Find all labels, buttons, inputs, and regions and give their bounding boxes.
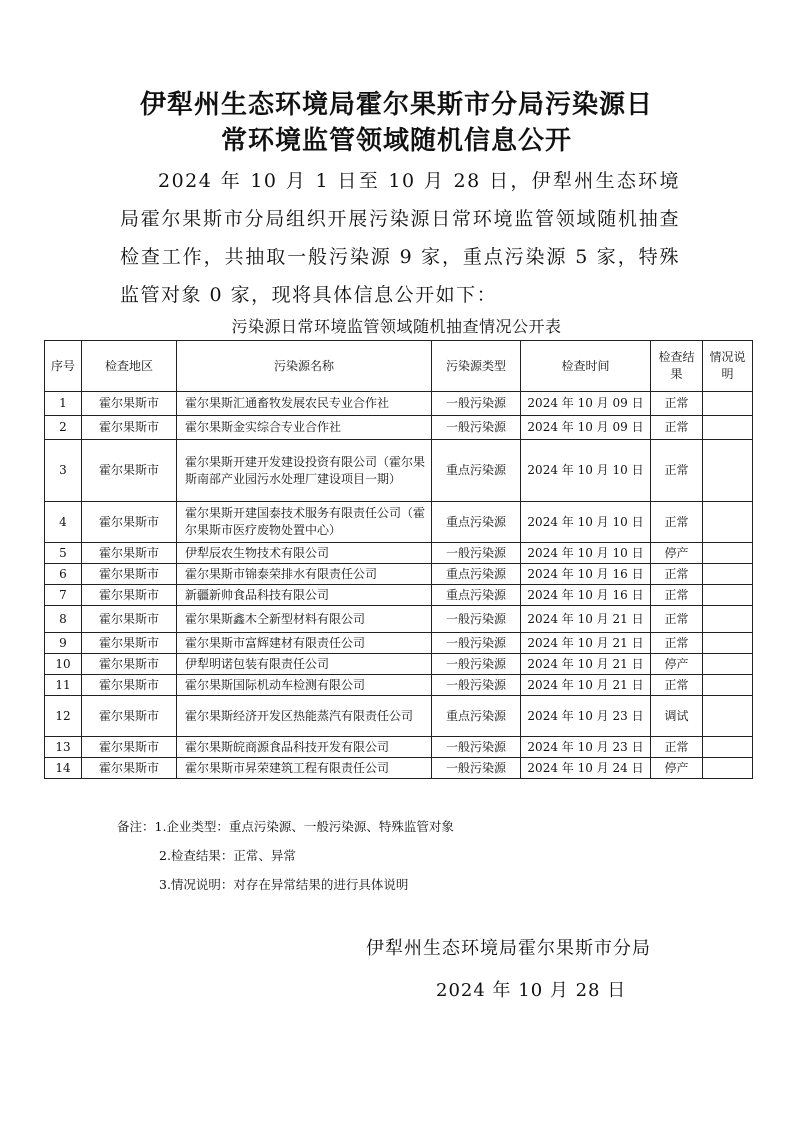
cell-area: 霍尔果斯市 bbox=[82, 564, 177, 585]
cell-type: 一般污染源 bbox=[432, 675, 521, 696]
cell-name: 霍尔果斯市昇荣建筑工程有限责任公司 bbox=[177, 758, 432, 779]
header-result: 检查结果 bbox=[651, 341, 703, 392]
header-type: 污染源类型 bbox=[432, 341, 521, 392]
header-no: 序号 bbox=[45, 341, 82, 392]
cell-note bbox=[703, 543, 753, 564]
cell-date: 2024 年 10 月 21 日 bbox=[521, 654, 651, 675]
cell-note bbox=[703, 633, 753, 654]
cell-name: 霍尔果斯市锦泰荣排水有限责任公司 bbox=[177, 564, 432, 585]
table-row bbox=[45, 696, 753, 737]
table-row bbox=[45, 633, 753, 654]
cell-no: 12 bbox=[45, 696, 82, 737]
header-note: 情况说明 bbox=[703, 341, 753, 392]
cell-area: 霍尔果斯市 bbox=[82, 675, 177, 696]
cell-note bbox=[703, 606, 753, 633]
header-date: 检查时间 bbox=[521, 341, 651, 392]
signature-org: 伊犁州生态环境局霍尔果斯市分局 bbox=[366, 938, 651, 959]
table-row bbox=[45, 758, 753, 779]
cell-type: 一般污染源 bbox=[432, 654, 521, 675]
table-row bbox=[45, 675, 753, 696]
cell-date: 2024 年 10 月 21 日 bbox=[521, 606, 651, 633]
cell-area: 霍尔果斯市 bbox=[82, 502, 177, 543]
cell-area: 霍尔果斯市 bbox=[82, 633, 177, 654]
cell-area: 霍尔果斯市 bbox=[82, 416, 177, 440]
cell-date: 2024 年 10 月 16 日 bbox=[521, 585, 651, 606]
cell-note bbox=[703, 416, 753, 440]
table-row bbox=[45, 585, 753, 606]
cell-result: 停产 bbox=[651, 543, 703, 564]
cell-result: 正常 bbox=[651, 416, 703, 440]
cell-no: 6 bbox=[45, 564, 82, 585]
cell-note bbox=[703, 737, 753, 758]
cell-area: 霍尔果斯市 bbox=[82, 696, 177, 737]
cell-area: 霍尔果斯市 bbox=[82, 606, 177, 633]
cell-area: 霍尔果斯市 bbox=[82, 737, 177, 758]
cell-type: 重点污染源 bbox=[432, 440, 521, 502]
table-row bbox=[45, 606, 753, 633]
cell-date: 2024 年 10 月 09 日 bbox=[521, 416, 651, 440]
cell-name: 霍尔果斯鑫木仝新型材料有限公司 bbox=[177, 606, 432, 633]
cell-no: 10 bbox=[45, 654, 82, 675]
cell-note bbox=[703, 564, 753, 585]
cell-date: 2024 年 10 月 24 日 bbox=[521, 758, 651, 779]
cell-no: 13 bbox=[45, 737, 82, 758]
cell-area: 霍尔果斯市 bbox=[82, 392, 177, 416]
cell-no: 11 bbox=[45, 675, 82, 696]
cell-date: 2024 年 10 月 10 日 bbox=[521, 502, 651, 543]
table-row bbox=[45, 416, 753, 440]
cell-result: 正常 bbox=[651, 392, 703, 416]
table-row bbox=[45, 543, 753, 564]
table-row bbox=[45, 392, 753, 416]
cell-name: 霍尔果斯金实综合专业合作社 bbox=[177, 416, 432, 440]
table-row bbox=[45, 737, 753, 758]
cell-name: 新疆新帅食品科技有限公司 bbox=[177, 585, 432, 606]
cell-note bbox=[703, 440, 753, 502]
cell-result: 正常 bbox=[651, 633, 703, 654]
cell-no: 3 bbox=[45, 440, 82, 502]
cell-no: 2 bbox=[45, 416, 82, 440]
cell-type: 重点污染源 bbox=[432, 564, 521, 585]
document-title-line2: 常环境监管领域随机信息公开 bbox=[220, 126, 572, 156]
intro-paragraph: 2024 年 10 月 1 日至 10 月 28 日，伊犁州生态环境局霍尔果斯市分局组织开展污染源日常环境监管领域随机抽查检查工作，共抽取一般污染源 9 家，重点污染源 5 家，特殊监管对象 0 家，现将具体信息公开如下： bbox=[120, 170, 680, 306]
cell-name: 霍尔果斯开建国泰技术服务有限责任公司（霍尔果斯市医疗废物处置中心） bbox=[177, 502, 432, 543]
cell-area: 霍尔果斯市 bbox=[82, 758, 177, 779]
cell-result: 正常 bbox=[651, 502, 703, 543]
cell-type: 一般污染源 bbox=[432, 633, 521, 654]
table-header-row bbox=[45, 341, 753, 392]
signature-date: 2024 年 10 月 28 日 bbox=[436, 980, 627, 1001]
cell-area: 霍尔果斯市 bbox=[82, 543, 177, 564]
cell-result: 停产 bbox=[651, 654, 703, 675]
cell-result: 正常 bbox=[651, 440, 703, 502]
cell-result: 正常 bbox=[651, 675, 703, 696]
cell-type: 一般污染源 bbox=[432, 737, 521, 758]
cell-type: 重点污染源 bbox=[432, 585, 521, 606]
cell-no: 5 bbox=[45, 543, 82, 564]
cell-name: 霍尔果斯国际机动车检测有限公司 bbox=[177, 675, 432, 696]
cell-name: 霍尔果斯汇通畜牧发展农民专业合作社 bbox=[177, 392, 432, 416]
cell-date: 2024 年 10 月 23 日 bbox=[521, 737, 651, 758]
note-line-1: 备注：1.企业类型：重点污染源、一般污染源、特殊监管对象 bbox=[117, 819, 454, 834]
cell-note bbox=[703, 502, 753, 543]
cell-area: 霍尔果斯市 bbox=[82, 440, 177, 502]
cell-date: 2024 年 10 月 10 日 bbox=[521, 440, 651, 502]
cell-result: 正常 bbox=[651, 585, 703, 606]
cell-area: 霍尔果斯市 bbox=[82, 585, 177, 606]
cell-result: 正常 bbox=[651, 564, 703, 585]
note-line-2: 2.检查结果：正常、异常 bbox=[159, 848, 296, 863]
document-title-line1: 伊犁州生态环境局霍尔果斯市分局污染源日 bbox=[139, 90, 653, 120]
cell-date: 2024 年 10 月 21 日 bbox=[521, 633, 651, 654]
cell-result: 正常 bbox=[651, 606, 703, 633]
notes-block bbox=[117, 812, 454, 899]
cell-no: 7 bbox=[45, 585, 82, 606]
cell-date: 2024 年 10 月 23 日 bbox=[521, 696, 651, 737]
cell-area: 霍尔果斯市 bbox=[82, 654, 177, 675]
cell-name: 伊犁明诺包装有限责任公司 bbox=[177, 654, 432, 675]
cell-type: 重点污染源 bbox=[432, 502, 521, 543]
cell-no: 1 bbox=[45, 392, 82, 416]
table-row bbox=[45, 440, 753, 502]
cell-date: 2024 年 10 月 16 日 bbox=[521, 564, 651, 585]
cell-no: 4 bbox=[45, 502, 82, 543]
cell-no: 9 bbox=[45, 633, 82, 654]
table-row bbox=[45, 654, 753, 675]
cell-name: 霍尔果斯皖商源食品科技开发有限公司 bbox=[177, 737, 432, 758]
cell-note bbox=[703, 585, 753, 606]
cell-result: 正常 bbox=[651, 737, 703, 758]
cell-note bbox=[703, 696, 753, 737]
cell-result: 停产 bbox=[651, 758, 703, 779]
cell-name: 伊犁辰农生物技术有限公司 bbox=[177, 543, 432, 564]
table-row bbox=[45, 502, 753, 543]
header-name: 污染源名称 bbox=[177, 341, 432, 392]
cell-type: 重点污染源 bbox=[432, 696, 521, 737]
cell-type: 一般污染源 bbox=[432, 392, 521, 416]
cell-name: 霍尔果斯经济开发区热能蒸汽有限责任公司 bbox=[177, 696, 432, 737]
cell-no: 14 bbox=[45, 758, 82, 779]
cell-name: 霍尔果斯市富辉建材有限责任公司 bbox=[177, 633, 432, 654]
cell-name: 霍尔果斯开建开发建设投资有限公司（霍尔果斯南部产业园污水处理厂建设项目一期） bbox=[177, 440, 432, 502]
cell-date: 2024 年 10 月 09 日 bbox=[521, 392, 651, 416]
cell-type: 一般污染源 bbox=[432, 606, 521, 633]
header-area: 检查地区 bbox=[82, 341, 177, 392]
inspection-table bbox=[44, 340, 753, 779]
cell-type: 一般污染源 bbox=[432, 416, 521, 440]
cell-date: 2024 年 10 月 10 日 bbox=[521, 543, 651, 564]
table-row bbox=[45, 564, 753, 585]
cell-type: 一般污染源 bbox=[432, 543, 521, 564]
cell-note bbox=[703, 392, 753, 416]
cell-no: 8 bbox=[45, 606, 82, 633]
cell-note bbox=[703, 675, 753, 696]
note-line-3: 3.情况说明：对存在异常结果的进行具体说明 bbox=[159, 877, 409, 892]
cell-note bbox=[703, 758, 753, 779]
cell-note bbox=[703, 654, 753, 675]
table-title: 污染源日常环境监管领域随机抽查情况公开表 bbox=[231, 317, 562, 336]
cell-date: 2024 年 10 月 21 日 bbox=[521, 675, 651, 696]
cell-result: 调试 bbox=[651, 696, 703, 737]
cell-type: 一般污染源 bbox=[432, 758, 521, 779]
